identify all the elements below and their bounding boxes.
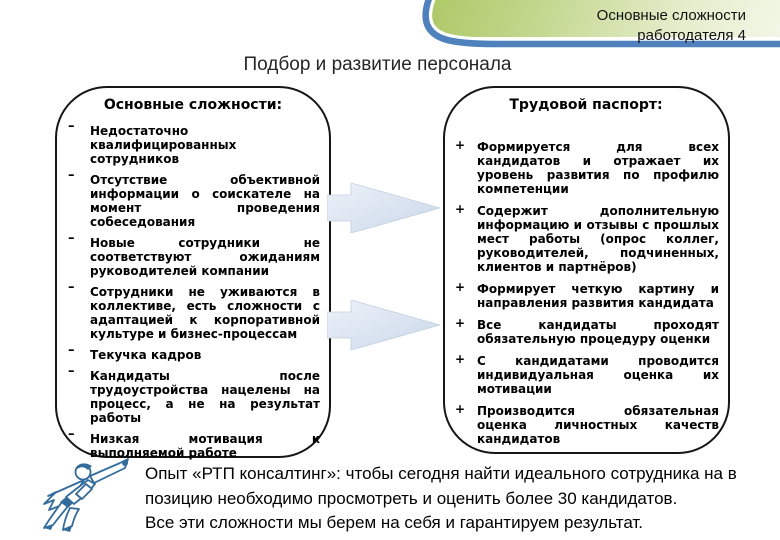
dash-bullet-icon: – — [68, 364, 75, 379]
bullet-text: Формируется для всех кандидатов и отражает их уровень развития по профилю компетенции — [477, 140, 719, 196]
bullet-item — [453, 404, 719, 446]
dash-bullet-icon: – — [68, 280, 75, 295]
right-arrow-icon — [327, 300, 440, 350]
header-title-line2: работодателя 4 — [637, 27, 746, 44]
bullet-item — [66, 280, 320, 341]
bullet-item — [66, 231, 320, 278]
right-panel — [453, 97, 719, 454]
dash-bullet-icon: – — [68, 343, 75, 358]
bullet-item — [66, 343, 320, 362]
dash-bullet-icon: – — [68, 168, 75, 183]
footer-line: Все эти сложности мы берем на себя и гарантируем результат. — [145, 513, 644, 533]
page-title: Подбор и развитие персонала — [243, 54, 512, 75]
left-panel-list — [66, 119, 320, 460]
footer-line: Опыт «РТП консалтинг»: чтобы сегодня найти идеального сотрудника на в — [145, 464, 737, 483]
plus-bullet-icon: + — [455, 280, 466, 294]
bullet-item — [66, 119, 320, 166]
bullet-text: Сотрудники не уживаются в коллективе, есть сложности с адаптацией к корпоративной культуре и бизнес-процессам — [90, 285, 320, 341]
footer-text — [145, 462, 780, 536]
bullet-text: Текучка кадров — [90, 348, 202, 362]
left-panel-title: Основные сложности: — [103, 97, 283, 113]
bullet-text: Новые сотрудники не соответствуют ожиданиям руководителей компании — [90, 236, 320, 278]
bullet-text: Кандидаты после трудоустройства нацелены на процесс, а не на результат работы — [90, 369, 320, 425]
bullet-text: Низкая мотивация к выполняемой работе — [90, 432, 320, 460]
bullet-item — [66, 364, 320, 425]
dash-bullet-icon: – — [68, 119, 75, 134]
bullet-item — [453, 140, 719, 196]
bullet-text: Недостаточно квалифицированных сотрудников — [90, 124, 237, 166]
right-panel-title: Трудовой паспорт: — [509, 97, 663, 113]
bullet-text: Все кандидаты проходят обязательную процедуру оценки — [477, 318, 719, 346]
header-title-line1: Основные сложности — [596, 7, 746, 24]
bullet-item — [453, 354, 719, 396]
right-panel-list — [453, 140, 719, 446]
bullet-text: Отсутствие объективной информации о соискателе на момент проведения собеседования — [90, 173, 320, 229]
bullet-item — [453, 318, 719, 346]
plus-bullet-icon: + — [455, 352, 466, 366]
bullet-text: Формирует четкую картину и направления развития кандидата — [477, 282, 719, 310]
flying-superhero-icon — [42, 452, 132, 537]
right-arrow-icon — [327, 183, 440, 233]
footer-line: позицию необходимо просмотреть и оценить более 30 кандидатов. — [145, 488, 678, 508]
plus-bullet-icon: + — [455, 402, 466, 416]
bullet-text: Производится обязательная оценка личностных качеств кандидатов — [477, 404, 719, 446]
dash-bullet-icon: – — [68, 427, 75, 442]
plus-bullet-icon: + — [455, 316, 466, 330]
bullet-item — [66, 168, 320, 229]
header-title — [597, 6, 746, 46]
plus-bullet-icon: + — [455, 138, 466, 152]
bullet-item — [453, 282, 719, 310]
left-panel — [66, 97, 320, 467]
bullet-text: С кандидатами проводится индивидуальная оценка их мотивации — [477, 354, 719, 396]
bullet-text: Содержит дополнительную информацию и отзывы с прошлых мест работы (опрос коллег, руководителей, подчиненных, клиентов и партнёров) — [477, 204, 719, 274]
bullet-item — [453, 204, 719, 274]
plus-bullet-icon: + — [455, 202, 466, 216]
dash-bullet-icon: – — [68, 231, 75, 246]
